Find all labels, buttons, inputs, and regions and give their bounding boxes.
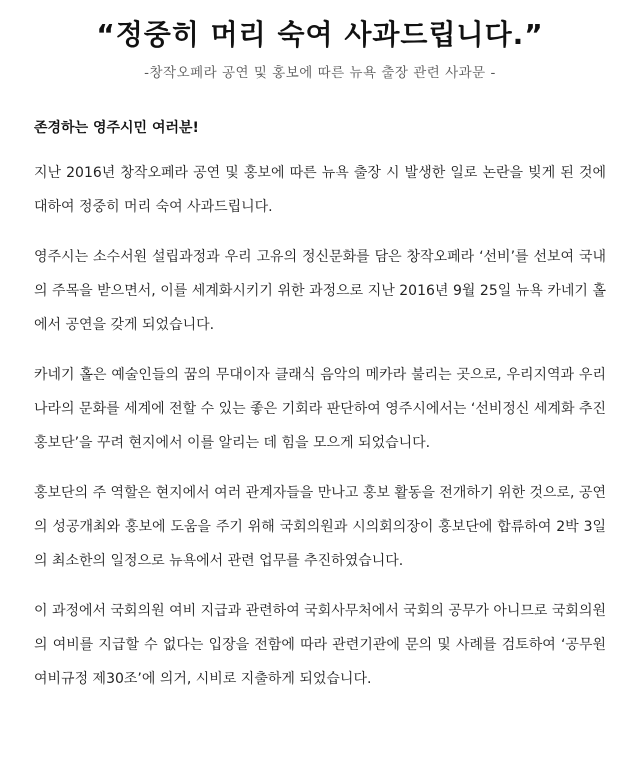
document-title: “정중히 머리 숙여 사과드립니다.”: [96, 18, 544, 51]
paragraph-4: 홍보단의 주 역할은 현지에서 여러 관계자들을 만나고 홍보 활동을 전개하기 위한 것으로, 공연의 성공개최와 홍보에 도움을 주기 위해 국회의원과 시의회의장이 홍보단에 합류하여 2박 3일의 최소한의 일정으로 뉴욕에서 관련 업무를 추진하였습니다.: [34, 485, 606, 569]
paragraph-2: 영주시는 소수서원 설립과정과 우리 고유의 정신문화를 담은 창작오페라 ‘선비’를 선보여 국내의 주목을 받으면서, 이를 세계화시키기 위한 과정으로 지난 2016년 9월 25일 뉴욕 카네기 홀에서 공연을 갖게 되었습니다.: [34, 249, 606, 333]
paragraph-3: 카네기 홀은 예술인들의 꿈의 무대이자 클래식 음악의 메카라 불리는 곳으로, 우리지역과 우리나라의 문화를 세계에 전할 수 있는 좋은 기회라 판단하여 영주시에서는 ‘선비정신 세계화 추진 홍보단’을 꾸려 현지에서 이를 알리는 데 힘을 모으게 되었습니다.: [34, 367, 606, 451]
paragraph-5: 이 과정에서 국회의원 여비 지급과 관련하여 국회사무처에서 국회의 공무가 아니므로 국회의원의 여비를 지급할 수 없다는 입장을 전함에 따라 관련기관에 문의 및 사례를 검토하여 ‘공무원 여비규정 제30조’에 의거, 시비로 지출하게 되었습니다.: [34, 603, 606, 687]
document-subtitle: -창작오페라 공연 및 홍보에 따른 뉴욕 출장 관련 사과문 -: [144, 65, 496, 81]
greeting: 존경하는 영주시민 여러분!: [34, 120, 199, 136]
paragraph-1: 지난 2016년 창작오페라 공연 및 홍보에 따른 뉴욕 출장 시 발생한 일로 논란을 빚게 된 것에 대하여 정중히 머리 숙여 사과드립니다.: [34, 165, 606, 215]
